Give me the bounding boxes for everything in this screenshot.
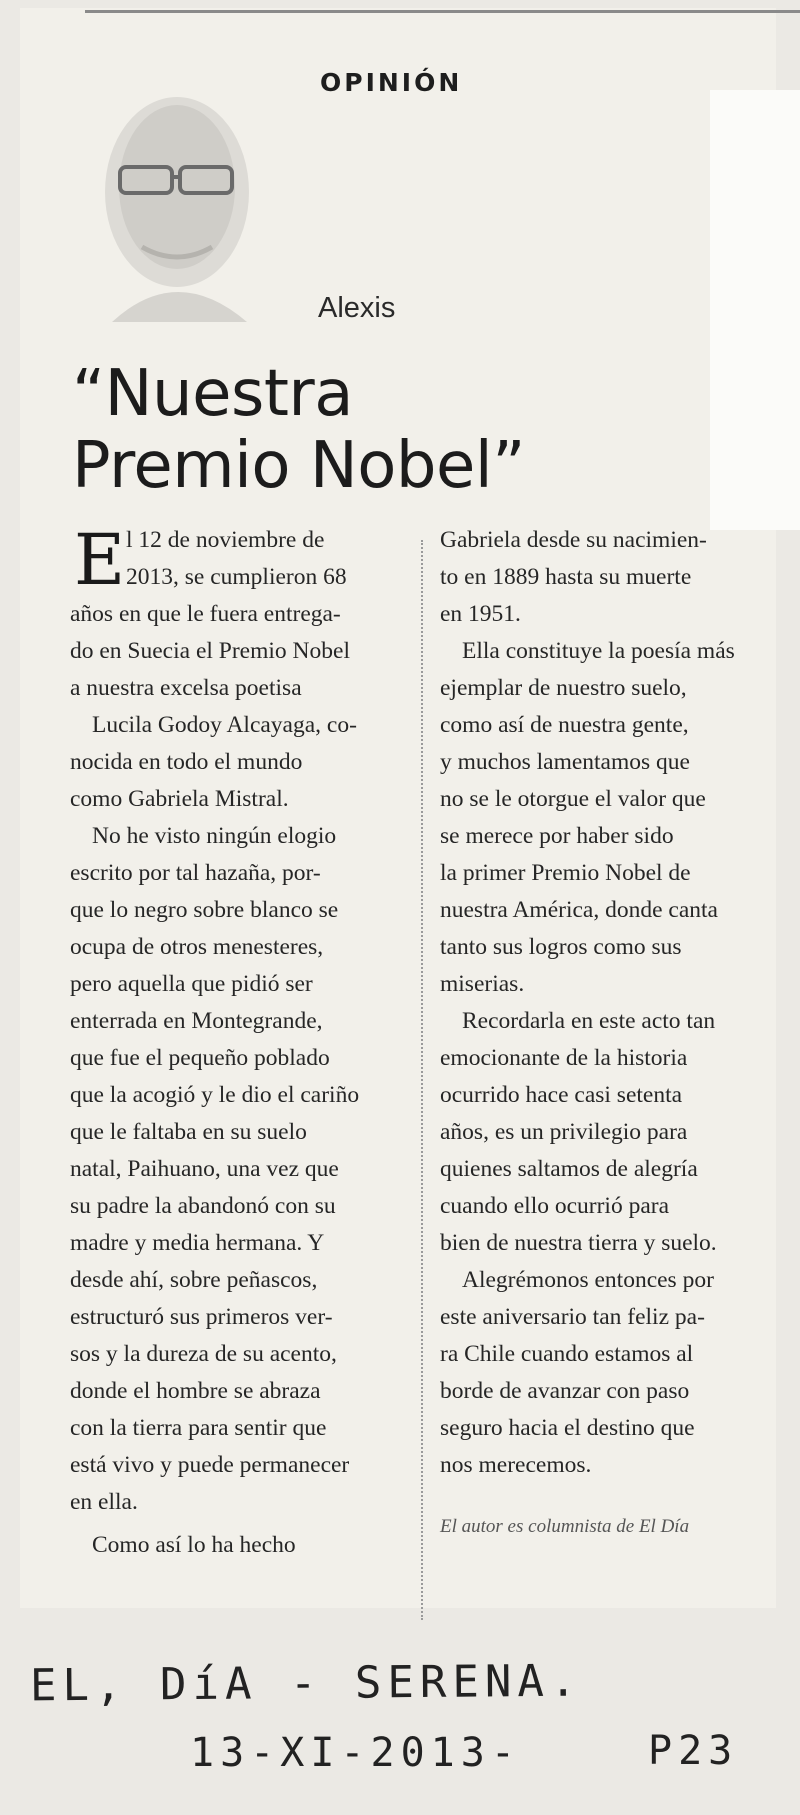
text-line: sos y la dureza de su acento,	[70, 1341, 337, 1367]
text-line: borde de avanzar con paso	[440, 1378, 690, 1404]
text-line: nuestra América, donde canta	[440, 897, 718, 923]
text-line: natal, Paihuano, una vez que	[70, 1156, 339, 1182]
text-line: seguro hacia el destino que	[440, 1415, 695, 1441]
text-line: estructuró sus primeros ver-	[70, 1304, 333, 1330]
text-line: escrito por tal hazaña, por-	[70, 860, 321, 886]
top-rule	[85, 10, 800, 13]
author-name: Alexis	[318, 292, 396, 324]
text-line: emocionante de la historia	[440, 1045, 688, 1071]
title-line: Premio Nobel”	[72, 429, 525, 503]
author-portrait	[72, 62, 292, 322]
text-line: ocupa de otros menesteres,	[70, 934, 324, 960]
text-line: no se le otorgue el valor que	[440, 786, 706, 812]
text-line: 2013, se cumplieron 68	[126, 564, 347, 590]
text-line: como así de nuestra gente,	[440, 712, 689, 738]
margin-blank	[710, 90, 800, 530]
article-column-2	[440, 522, 790, 1545]
column-divider	[421, 540, 423, 1620]
text-line: quienes saltamos de alegría	[440, 1156, 698, 1182]
text-line: No he visto ningún elogio	[92, 823, 337, 849]
text-line: está vivo y puede permanecer	[70, 1452, 350, 1478]
handwritten-source: EL, DíA - SERENA.	[29, 1655, 583, 1712]
text-line: su padre la abandonó con su	[70, 1193, 336, 1219]
text-line: la primer Premio Nobel de	[440, 860, 691, 886]
text-line: que la acogió y le dio el cariño	[70, 1082, 360, 1108]
text-line: como Gabriela Mistral.	[70, 786, 289, 812]
text-line: enterrada en Montegrande,	[70, 1008, 323, 1034]
text-line: to en 1889 hasta su muerte	[440, 564, 692, 590]
author-footnote: El autor es columnista de El Día	[440, 1516, 690, 1537]
section-label: OPINIÓN	[320, 68, 463, 97]
text-line: donde el hombre se abraza	[70, 1378, 321, 1404]
drop-cap: E	[74, 519, 126, 601]
text-line: Como así lo ha hecho	[92, 1532, 296, 1558]
text-line: cuando ello ocurrió para	[440, 1193, 670, 1219]
text-line: Gabriela desde su nacimien-	[440, 527, 707, 553]
text-line: que le faltaba en su suelo	[70, 1119, 307, 1145]
text-line: este aniversario tan feliz pa-	[440, 1304, 705, 1330]
text-line: que fue el pequeño poblado	[70, 1045, 330, 1071]
text-line: tanto sus logros como sus	[440, 934, 682, 960]
text-line: miserias.	[440, 971, 525, 997]
text-line: en 1951.	[440, 601, 521, 627]
text-line: y muchos lamentamos que	[440, 749, 690, 775]
text-line: ra Chile cuando estamos al	[440, 1341, 694, 1367]
text-line: años, es un privilegio para	[440, 1119, 688, 1145]
text-line: do en Suecia el Premio Nobel	[70, 638, 350, 664]
text-line: nocida en todo el mundo	[70, 749, 303, 775]
text-line: Recordarla en este acto tan	[462, 1008, 716, 1034]
text-line: años en que le fuera entrega-	[70, 601, 341, 627]
text-line: nos merecemos.	[440, 1452, 592, 1478]
handwritten-page: P23	[648, 1728, 739, 1774]
handwritten-date: 13-XI-2013-	[190, 1730, 521, 1776]
text-line: que lo negro sobre blanco se	[70, 897, 339, 923]
text-line: se merece por haber sido	[440, 823, 674, 849]
text-line: pero aquella que pidió ser	[70, 971, 313, 997]
text-line: l 12 de noviembre de	[126, 527, 325, 553]
article-column-1	[70, 519, 415, 1564]
text-line: ejemplar de nuestro suelo,	[440, 675, 687, 701]
text-line: Alegrémonos entonces por	[462, 1267, 714, 1293]
text-line: ocurrido hace casi setenta	[440, 1082, 683, 1108]
text-line: madre y media hermana. Y	[70, 1230, 325, 1256]
text-line: con la tierra para sentir que	[70, 1415, 327, 1441]
text-line: bien de nuestra tierra y suelo.	[440, 1230, 717, 1256]
text-line: Lucila Godoy Alcayaga, co-	[92, 712, 357, 738]
text-line: en ella.	[70, 1489, 138, 1515]
text-line: a nuestra excelsa poetisa	[70, 675, 302, 701]
article-title	[72, 358, 525, 502]
text-line: desde ahí, sobre peñascos,	[70, 1267, 318, 1293]
title-line: “Nuestra	[72, 357, 353, 431]
text-line: Ella constituye la poesía más	[462, 638, 735, 664]
